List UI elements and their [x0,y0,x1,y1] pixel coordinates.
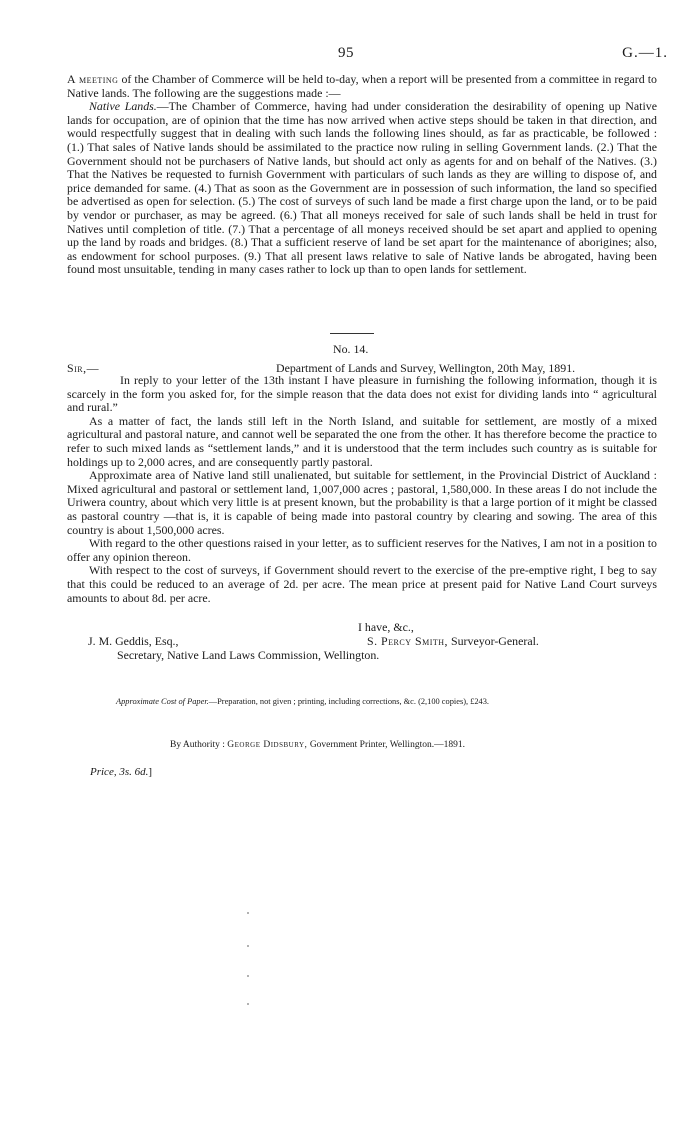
section-divider [330,333,374,334]
cost-label: Approximate Cost of Paper. [116,697,209,706]
meeting-intro [67,73,657,100]
price [90,766,152,778]
letter-body [67,374,657,605]
dateline: Department of Lands and Survey, Wellington, 20th May, 1891. [276,361,576,375]
signature [367,634,539,649]
addressee: J. M. Geddis, Esq., [88,634,179,648]
authority-suffix: Government Printer, Wellington.—1891. [307,740,465,750]
native-lands-heading: Native Lands. [89,99,157,114]
letter-paragraph: With regard to the other questions raised in your letter, as to sufficient reserves for the Natives, I am not in a position to offer any opinion thereon. [67,536,657,564]
meeting-intro-text: of the Chamber of Commerce will be held to-day, when a report will be presented from a committee in regard to Native lands. The following are the suggestions made :— [67,72,657,100]
page-number: 95 [338,45,354,61]
meeting-lead-word: A meeting [67,72,119,86]
printing-authority [170,740,465,750]
scan-speck [247,1003,249,1005]
chamber-meeting-notice [67,73,657,277]
price-label: Price, 3s. 6d. [90,766,149,778]
native-lands-suggestions [67,100,657,277]
letter-closing: I have, &c., [358,620,414,634]
cost-of-paper-note [116,697,489,706]
salutation: Sir,— [67,361,99,375]
cost-text: —Preparation, not given ; printing, including corrections, &c. (2,100 copies), £243. [208,697,490,706]
suggestions-text: —The Chamber of Commerce, having had under consideration the desirability of opening up Native lands for occupation, are of opinion that the time has now arrived when active steps should be taken in that direction, and would respectfully suggest that in dealing with such lands the following lines should, as far as practicable, be followed : (1.) That sales of Native lands should be assimilated to the practice now ruling in selling Government lands. (2.) That the Government should not be purchasers of Native lands, but should act only as agents for and on behalf of the Natives. (3.) That the Natives be requested to furnish Government with particulars of such lands as they are willing to dispose of, and price demanded for same. (4.) That as soon as the Government are in possession of such information, the land so specified be advertised as open for selection. (5.) The cost of surveys of such land be made a first charge upon the land, or to be paid by vendor or purchaser, as may be agreed. (6.) That all moneys received for sale of such lands shall be held in trust for Natives until completion of title. (7.) That a percentage of all moneys received should be set apart and applied to opening up the land by roads and bridges. (8.) That a sufficient reserve of land be set apart for the maintenance of aborigines; also, as endowment for school purposes. (9.) That all present laws relative to sale of Native lands be abrogated, having been found most unsuitable, tending in many cases rather to lock up than to open lands for settlement. [67,99,657,277]
price-bracket: ] [148,766,153,778]
letter-number: No. 14. [333,342,369,356]
letter-paragraph: As a matter of fact, the lands still left in the North Island, and suitable for settlement, are mostly of a mixed agricultural and pastoral nature, and cannot well be separated the one from the other. It has therefore become the practice to refer to such mixed lands as “settlement lands,” and it is understood that the term includes such country as is suitable for holdings up to 2,000 acres, and are consequently partly pastoral. [67,413,657,469]
document-reference: G.—1. [622,45,668,61]
signature-title: Surveyor-General. [448,634,539,648]
scan-speck [247,945,249,947]
letter-paragraph: With respect to the cost of surveys, if Government should revert to the exercise of the pre-emptive right, I beg to say that this could be reduced to an average of 2d. per acre. The mean price at present paid for Native Land Court surveys amounts to about 8d. per acre. [67,563,657,605]
letter-paragraph: In reply to your letter of the 13th instant I have pleasure in furnishing the following information, though it is scarcely in the form you asked for, for the simple reason that the data does not exist for dividing lands into “ agricultural and rural.” [67,373,657,415]
letter-paragraph: Approximate area of Native land still unalienated, but suitable for settlement, in the Provincial District of Auckland : Mixed agricultural and pastoral or settlement land, 1,007,000 acres ; pastoral, 1,580,000. In these areas I do not include the Uriwera country, about which very little is at present known, but the probability is that a large portion of it might be classed as pastoral country —that is, it is capable of being made into pastoral country by clearing and sowing. The area of this country is about 1,500,000 acres. [67,468,657,537]
printer-name: George Didsbury, [227,740,308,750]
scan-speck [247,912,249,914]
authority-prefix: By Authority : [170,740,228,750]
signature-name: S. Percy Smith, [367,634,449,648]
scan-speck [247,975,249,977]
addressee-title: Secretary, Native Land Laws Commission, Wellington. [117,648,380,662]
